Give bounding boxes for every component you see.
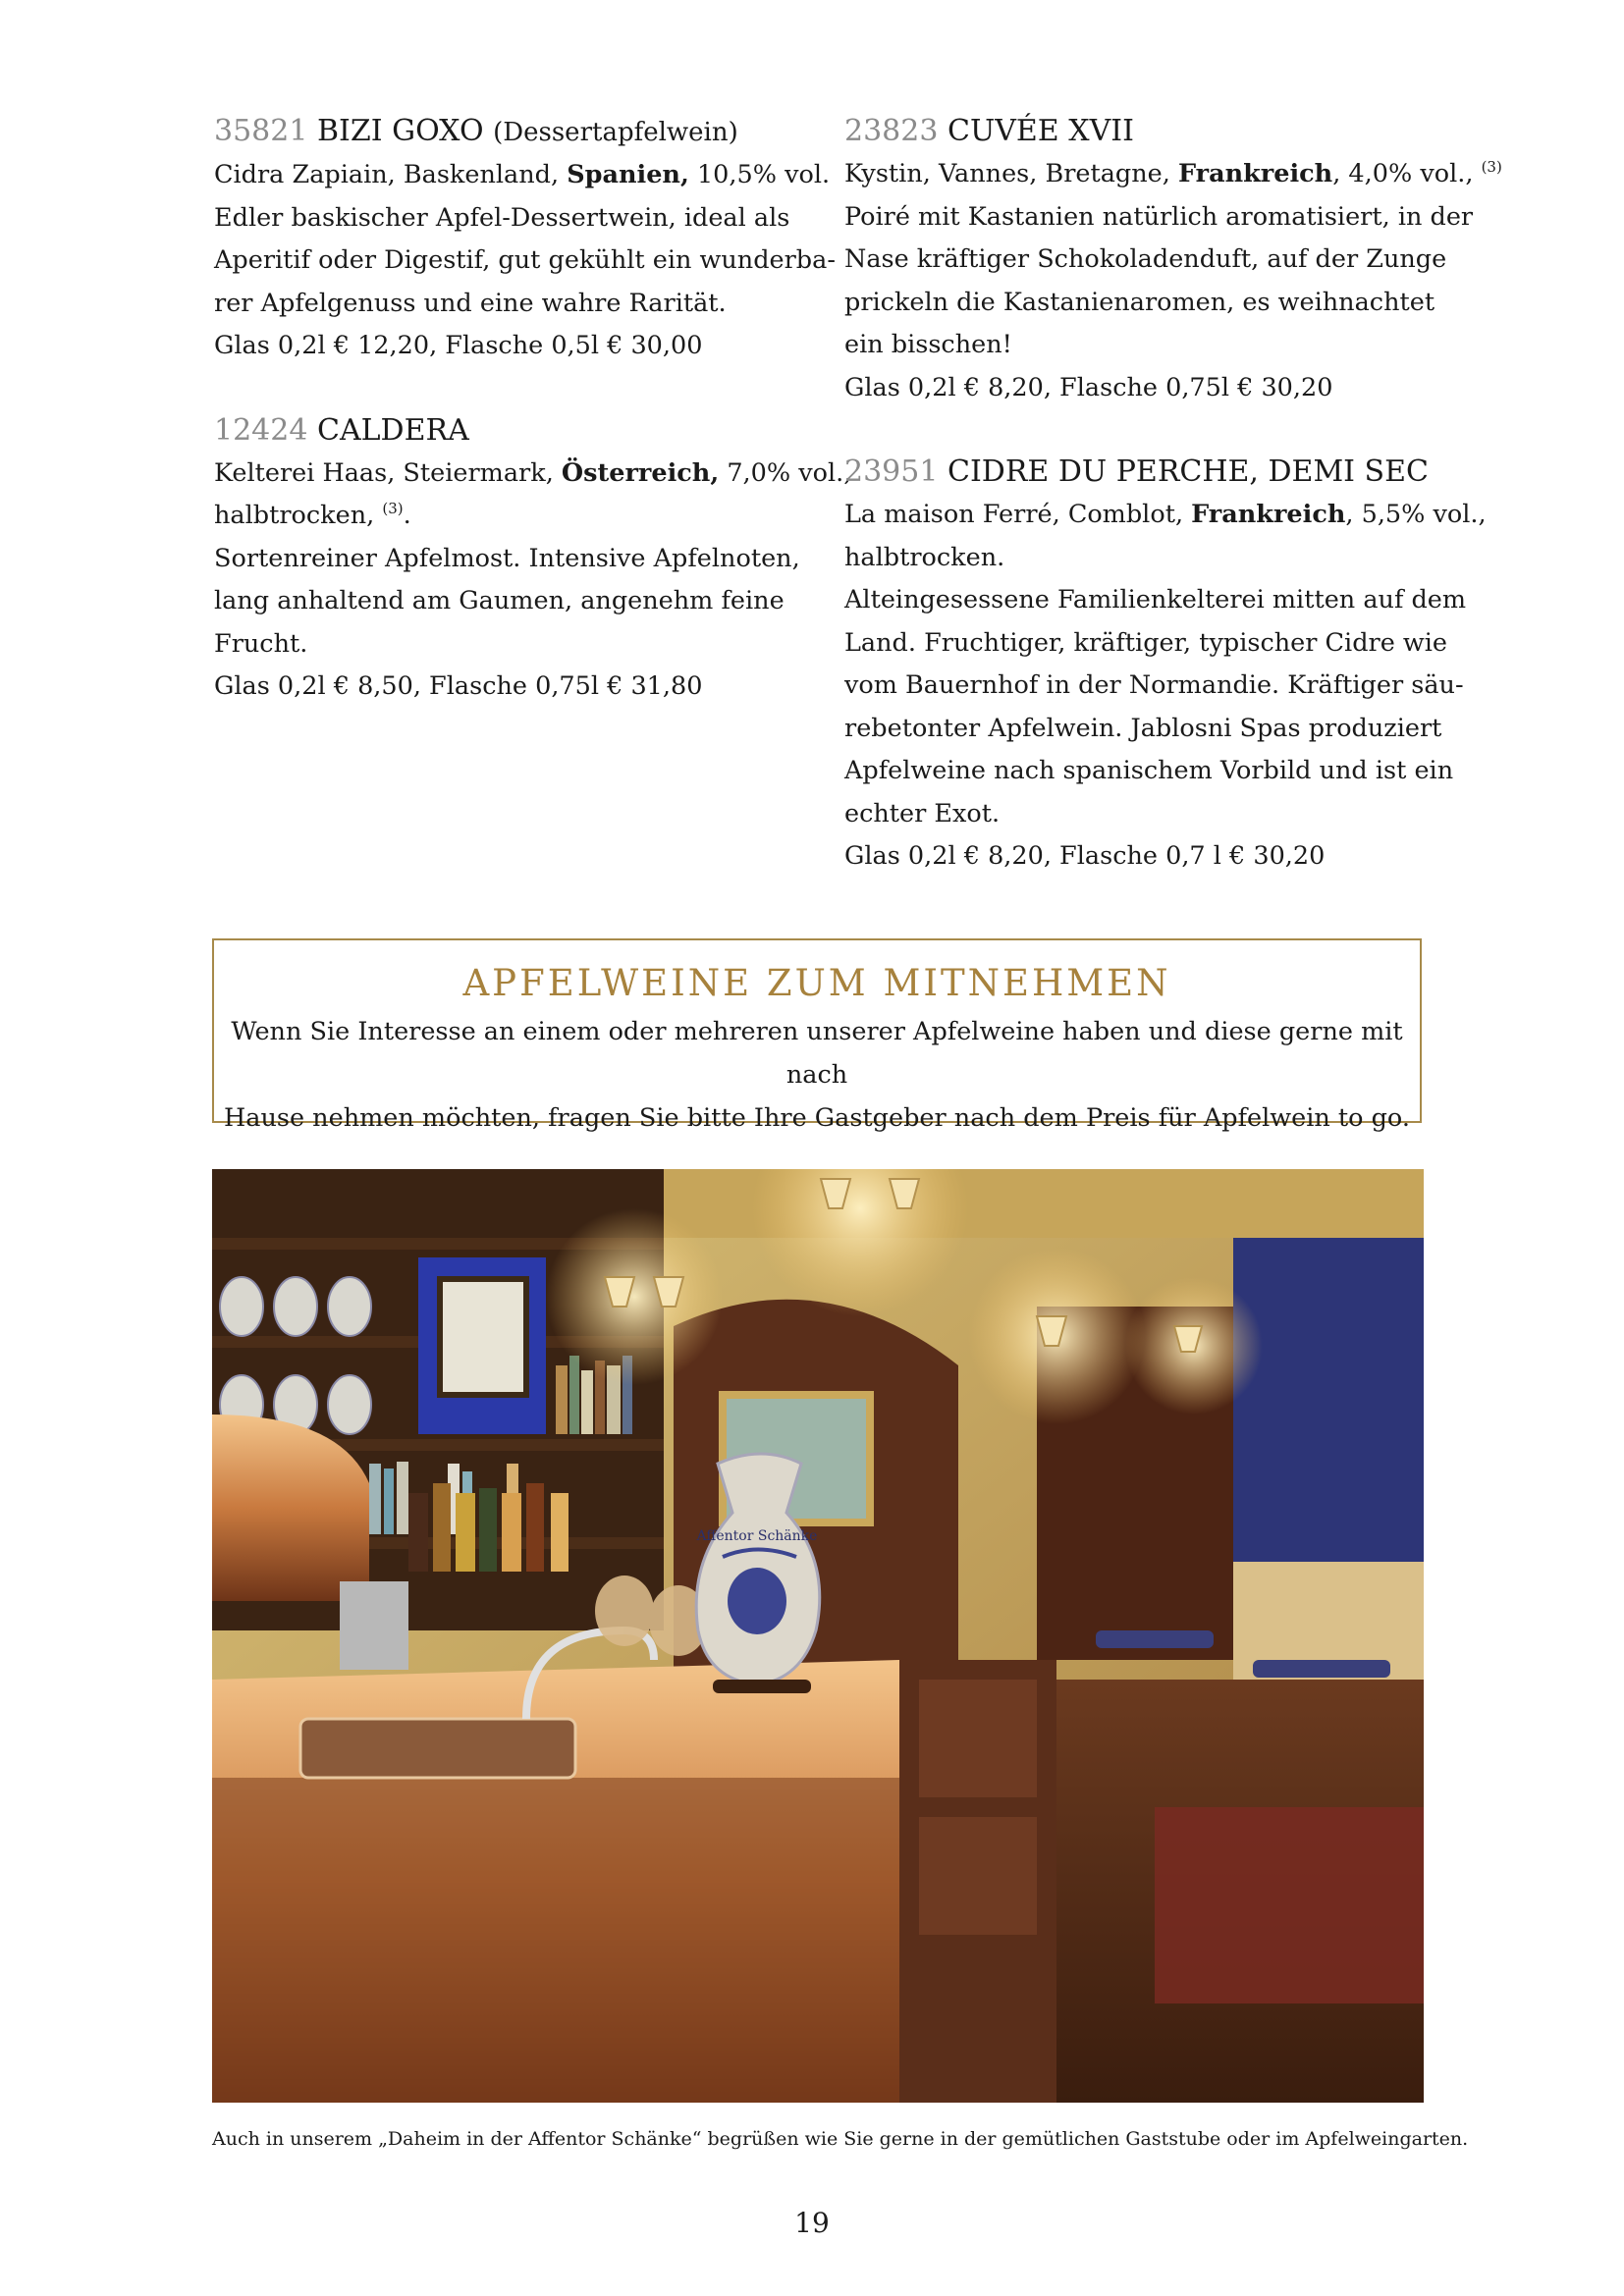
article-number: 35821 <box>214 114 308 148</box>
entry-heading <box>214 409 803 453</box>
description-line: Land. Fruchtiger, kräftiger, typischer Cidre wie <box>844 627 1447 658</box>
origin-line: Cidra Zapiain, Baskenland, Spanien, 10,5% vol. <box>214 160 831 189</box>
box-text-line: Hause nehmen möchten, fragen Sie bitte Ihre Gastgeber nach dem Preis für Apfelwein to go. <box>224 1103 1410 1133</box>
takeaway-info-box <box>212 938 1422 1133</box>
country: Frankreich <box>1191 500 1346 529</box>
price-line: Glas 0,2l € 8,20, Flasche 0,7 l € 30,20 <box>844 841 1326 871</box>
description-line: rer Apfelgenuss und eine wahre Rarität. <box>214 288 727 318</box>
description-line: prickeln die Kastanienaromen, es weihnachtet <box>844 287 1435 317</box>
description-line: Alteingesessene Familienkelterei mitten auf dem <box>844 585 1467 614</box>
wine-name: CUVÉE XVII <box>947 114 1134 148</box>
price-line: Glas 0,2l € 8,50, Flasche 0,75l € 31,80 <box>214 671 703 701</box>
price-line: Glas 0,2l € 12,20, Flasche 0,5l € 30,00 <box>214 331 703 360</box>
article-number: 23951 <box>844 454 939 489</box>
entry-heading <box>214 110 803 154</box>
wine-entry-cidre-du-perche <box>844 451 1487 879</box>
wine-entry-bizi-goxo <box>214 110 836 368</box>
box-text-line: Wenn Sie Interesse an einem oder mehreren unserer Apfelweine haben und diese gerne mit nach <box>231 1017 1403 1090</box>
restaurant-bar-photo <box>212 1169 1424 2103</box>
page-number: 19 <box>794 2207 830 2239</box>
description-line: Nase kräftiger Schokoladenduft, auf der Zunge <box>844 244 1447 274</box>
right-column <box>844 110 1502 920</box>
description-line: Frucht. <box>214 628 308 659</box>
description-line: Sortenreiner Apfelmost. Intensive Apfelnoten, <box>214 543 800 573</box>
wine-entry-caldera <box>214 409 852 709</box>
price-line: Glas 0,2l € 8,20, Flasche 0,75l € 30,20 <box>844 372 1333 402</box>
article-number: 23823 <box>844 114 939 148</box>
description-line: Edler baskischer Apfel-Dessertwein, ideal als <box>214 202 790 233</box>
entry-heading <box>844 451 1434 494</box>
country: Österreich, <box>561 457 720 488</box>
footnote-ref: (3) <box>1481 158 1502 176</box>
description-line: echter Exot. <box>844 798 1001 828</box>
article-number: 12424 <box>214 412 308 448</box>
description-line: vom Bauernhof in der Normandie. Kräftiger säu- <box>844 670 1464 700</box>
entry-heading <box>844 110 1434 153</box>
wine-name: BIZI GOXO <box>316 114 484 148</box>
origin-line: Kelterei Haas, Steiermark, Österreich, 7,0% vol., <box>214 457 852 488</box>
wine-name: CALDERA <box>316 412 469 448</box>
description-line: ein bisschen! <box>844 330 1012 359</box>
photo-caption: Auch in unserem „Daheim in der Affentor Schänke“ begrüßen wie Sie gerne in der gemütlichen Gaststube oder im Apfelweingarten. <box>212 2128 1469 2150</box>
description-line: rebetonter Apfelwein. Jablosni Spas produziert <box>844 713 1442 743</box>
wine-name: CIDRE DU PERCHE, DEMI SEC <box>947 454 1429 489</box>
description-line: halbtrocken. <box>844 542 1005 572</box>
footnote-ref: (3) <box>382 500 404 517</box>
jug-inscription: Affentor Schänke <box>696 1528 818 1544</box>
country: Spanien, <box>567 160 689 189</box>
description-line: lang anhaltend am Gaumen, angenehm feine <box>214 586 785 615</box>
wine-entry-cuvee-xvii <box>844 110 1502 409</box>
description-line: Poiré mit Kastanien natürlich aromatisiert, in der <box>844 201 1474 232</box>
origin-line: Kystin, Vannes, Bretagne, Frankreich, 4,0% vol., $^{(3)}$ <box>844 158 1502 188</box>
left-column <box>214 110 852 750</box>
box-title: APFELWEINE ZUM MITNEHMEN <box>462 962 1171 1004</box>
origin-line-2: halbtrocken, $^{(3)}$. <box>214 500 411 530</box>
country: Frankreich <box>1177 159 1333 188</box>
wine-subtitle: (Dessertapfelwein) <box>493 118 738 147</box>
origin-line: La maison Ferré, Comblot, Frankreich, 5,5% vol., <box>844 500 1487 529</box>
description-line: Aperitif oder Digestif, gut gekühlt ein wunderba- <box>214 245 836 275</box>
description-line: Apfelweine nach spanischem Vorbild und ist ein <box>844 756 1454 785</box>
